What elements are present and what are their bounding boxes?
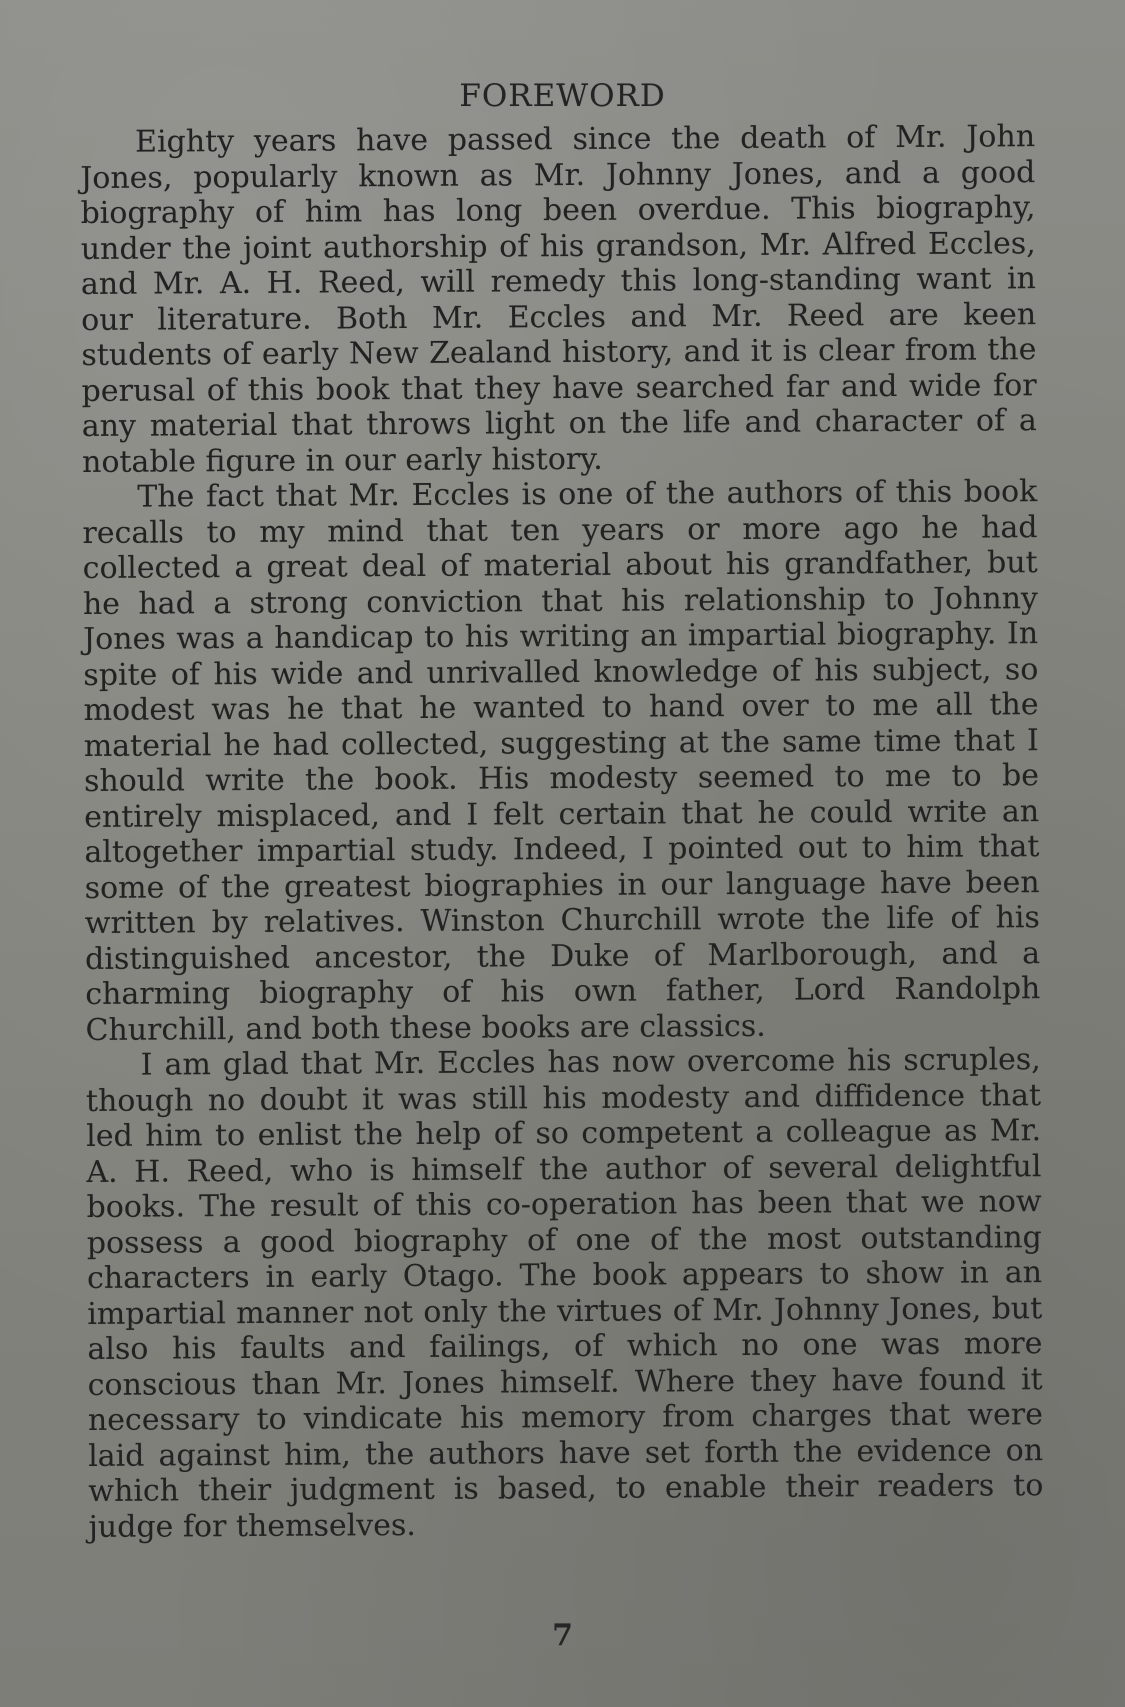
paragraph-1: Eighty years have passed since the death of Mr. John Jones, popularly known as Mr. Johnny Jones, and a good biography of him has long been overdue. This biography, under the joint authorship of his grandson, Mr. Alfred Eccles, and Mr. A. H. Reed, will remedy this long-standing want in our literature. Both Mr. Eccles and Mr. Reed are keen students of early New Zealand history, and it is clear from the perusal of this book that they have searched far and wide for any material that throws light on the life and character of a notable figure in our early history. [80, 119, 1037, 480]
page-number: 7 [552, 1618, 573, 1653]
foreword-body [80, 119, 1044, 1545]
paragraph-2: The fact that Mr. Eccles is one of the authors of this book recalls to my mind that ten years or more ago he had collected a great deal of material about his grandfather, but he had a strong conviction that his relationship to Johnny Jones was a handicap to his writing an impartial biography. In spite of his wide and unrivalled knowledge of his subject, so modest was he that he wanted to hand over to me all the material he had collected, suggesting at the same time that I should write the book. His modesty seemed to me to be entirely misplaced, and I felt certain that he could write an altogether impartial study. Indeed, I pointed out to him that some of the greatest biographies in our language have been written by relatives. Winston Churchill wrote the life of his distinguished ancestor, the Duke of Marlborough, and a charming biography of his own father, Lord Randolph Churchill, and both these books are classics. [82, 474, 1041, 1048]
paragraph-3: I am glad that Mr. Eccles has now overcome his scruples, though no doubt it was still his modesty and diffidence that led him to enlist the help of so competent a colleague as Mr. A. H. Reed, who is himself the author of several delightful books. The result of this co-operation has been that we now possess a good biography of one of the most outstanding characters in early Otago. The book appears to show in an impartial manner not only the virtues of Mr. Johnny Jones, but also his faults and failings, of which no one was more conscious than Mr. Jones himself. Where they have found it necessary to vindicate his memory from charges that were laid against him, the authors have set forth the evidence on which their judgment is based, to enable their readers to judge for themselves. [85, 1042, 1044, 1545]
page-heading: FOREWORD [459, 78, 666, 114]
